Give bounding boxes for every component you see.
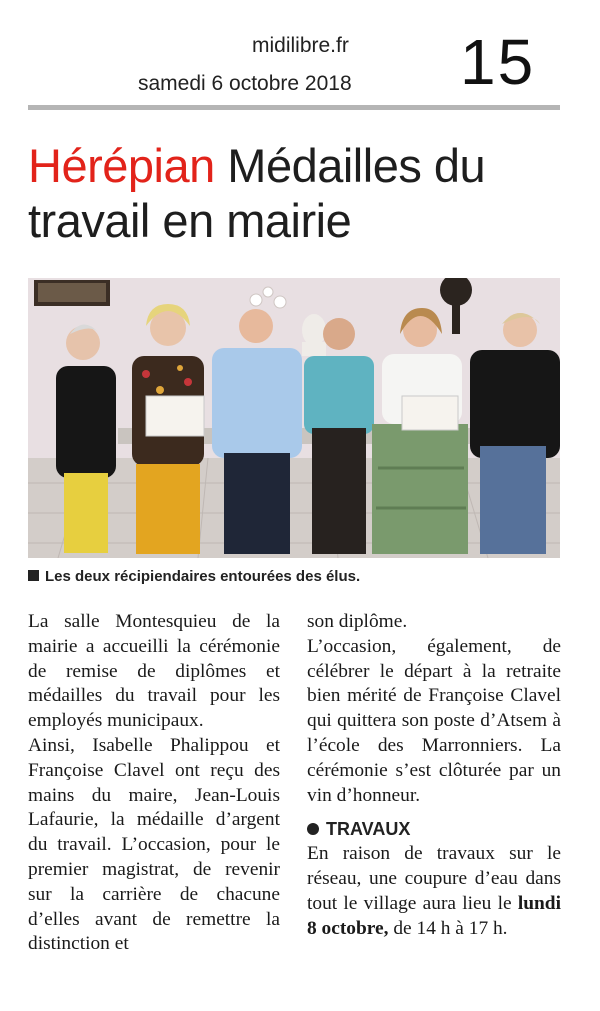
headline-title: Médailles du travail en mairie [28, 139, 486, 247]
article-column-right [307, 610, 561, 942]
brief-title: TRAVAUX [307, 816, 561, 842]
photo-caption: Les deux récipiendaires entourées des élus. [28, 568, 360, 585]
article-paragraph-2-end: son diplôme. [307, 611, 408, 632]
article-column-left [28, 610, 280, 957]
article-paragraph-1: La salle Montesquieu de la mairie a accueilli la cérémonie de remise de diplômes et médailles du travail pour les employés municipaux. [28, 611, 280, 732]
headline [28, 138, 568, 248]
article-paragraph-3: L’occasion, également, de célébrer le départ à la retraite bien mérité de Françoise Clavel qui quittera son poste d’Atsem à l’école des Marronniers. La cérémonie s’est clôturée par un vin d’honneur. [307, 635, 561, 806]
header-rule [28, 105, 560, 110]
group-photo [28, 278, 560, 558]
issue-date: samedi 6 octobre 2018 [138, 72, 352, 95]
bullet-dot-icon [307, 823, 319, 835]
page-number: 15 [460, 26, 536, 98]
brief-text: En raison de travaux sur le réseau, une coupure d’eau dans tout le village aura lieu le lundi 8 octobre, de 14 h à 17 h. [307, 843, 561, 939]
article-paragraph-2-start: Ainsi, Isabelle Phalippou et Françoise Clavel ont reçu des mains du maire, Jean-Louis Lafaurie, la médaille d’argent du travail. L’occasion, pour le premier magistrat, de revenir sur la carrière de chacune d’elles avant de remettre la distinction et [28, 734, 280, 955]
caption-bullet-icon [28, 570, 39, 581]
headline-kicker: Hérépian [28, 139, 215, 192]
site-name: midilibre.fr [252, 34, 349, 57]
